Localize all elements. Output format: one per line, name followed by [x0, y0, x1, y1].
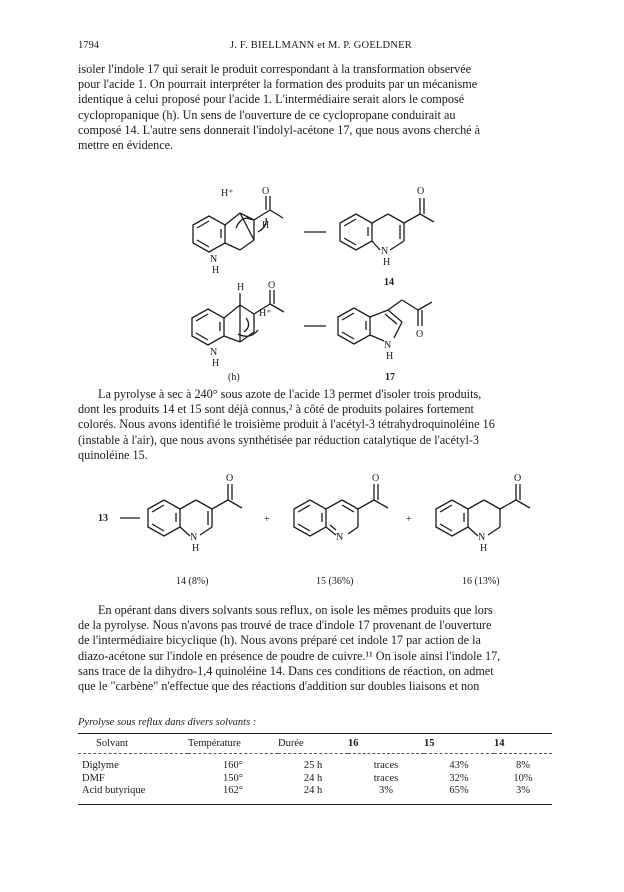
- text-line: En opérant dans divers solvants sous reflux, on isole les mêmes produits que lors: [98, 603, 493, 617]
- text-line: de la pyrolyse. Nous n'avons pas trouvé de trace d'indole 17 provenant de l'ouverture: [78, 618, 492, 633]
- nh-hydrogen-label: H: [386, 351, 394, 362]
- structure-15-product: [294, 484, 388, 536]
- text-line: quinoléine 15.: [78, 447, 148, 462]
- text-line: que le "carbène" n'effectue que des réactions d'addition sur doubles liaisons et non: [78, 679, 480, 694]
- table-cell: 3%: [494, 785, 552, 804]
- nh-hydrogen-label: H: [212, 265, 220, 276]
- running-header-authors: J. F. BIELLMANN et M. P. GOELDNER: [230, 40, 412, 51]
- nitrogen-label: N: [384, 340, 392, 351]
- table-cell: 65%: [424, 785, 494, 804]
- yield-label-16: 16 (13%): [462, 576, 500, 587]
- nitrogen-label: N: [190, 532, 198, 543]
- text-line: identique à celui proposé pour l'acide 1. L'intermédiaire serait alors le composé: [78, 92, 465, 107]
- nitrogen-label: N: [210, 347, 218, 358]
- table-cell: 24 h: [303, 772, 323, 784]
- yield-label-14: 14 (8%): [176, 576, 209, 587]
- paragraph-3: [78, 603, 552, 694]
- column-header: 16: [348, 734, 424, 754]
- table-cell: DMF: [82, 772, 105, 784]
- table-cell: 10%: [513, 772, 533, 784]
- table-cell: 150°: [223, 772, 243, 784]
- table-cell: 160°: [223, 760, 243, 771]
- structure-14: [340, 198, 434, 250]
- oxygen-label: O: [262, 186, 270, 197]
- oxygen-label: O: [514, 473, 522, 484]
- text-line: isoler l'indole 17 qui serait le produit correspondant à la transformation observée: [78, 62, 472, 76]
- text-line: de l'intermédiaire bicyclique (h). Nous avons préparé cet indole 17 par action de la: [78, 633, 481, 648]
- plus-sign: +: [264, 514, 270, 525]
- table-cell: Acid butyrique: [78, 785, 188, 804]
- table-cell: 162°: [188, 785, 278, 804]
- structure-intermediate-top: [193, 196, 283, 252]
- text-line: colorés. Nous avons identifié le troisième produit à l'acétyl-3 tétrahydroquinoléine 16: [78, 417, 495, 432]
- text-line: pour l'acide 1. On pourrait interpréter la formation des produits par un mécanisme: [78, 77, 478, 92]
- text-line: La pyrolyse à sec à 240° sous azote de l'acide 13 permet d'isoler trois produits,: [98, 387, 482, 401]
- column-header: 15: [424, 734, 494, 754]
- h-plus-label: H⁺: [221, 188, 234, 199]
- text-line: (instable à l'air), que nous avons synthétisée par réduction catalytique de l'acétyl-3: [78, 432, 480, 447]
- table-cell: 8%: [516, 760, 530, 771]
- structure-16-product: [436, 484, 530, 536]
- text-line: diazo-acétone sur l'indole en présence de poudre de cuivre.¹¹ On isole ainsi l'indole 17,: [78, 648, 501, 663]
- nitrogen-label: N: [210, 254, 218, 265]
- column-header: Durée: [278, 734, 348, 754]
- nh-hydrogen-label: H: [383, 257, 391, 268]
- table-row: [78, 754, 552, 773]
- table-cell: traces: [373, 772, 399, 784]
- compound-number-17: 17: [385, 372, 395, 383]
- text-line: composé 14. L'autre sens donnerait l'indolyl-acétone 17, que nous avons cherché à: [78, 122, 481, 137]
- oxygen-label: O: [226, 473, 234, 484]
- yield-label-15: 15 (36%): [316, 576, 354, 587]
- hydrogen-label: H: [237, 282, 245, 293]
- table-cell: Diglyme: [82, 760, 119, 771]
- column-header: 14: [494, 734, 552, 754]
- oxygen-label: O: [416, 329, 424, 340]
- label-h: (h): [228, 372, 240, 383]
- nitrogen-label: N: [336, 532, 344, 543]
- nh-hydrogen-label: H: [212, 358, 220, 369]
- compound-number-13: 13: [98, 513, 108, 524]
- table-cell: 3%: [348, 785, 424, 804]
- oxygen-label: O: [268, 280, 276, 291]
- results-table: [78, 733, 552, 805]
- oxygen-label: O: [417, 186, 425, 197]
- compound-number-14: 14: [384, 277, 394, 288]
- text-line: dont les produits 14 et 15 sont déjà connus,² à côté de produits polaires fortement: [78, 402, 474, 417]
- table-row: [78, 785, 552, 804]
- plus-sign: +: [406, 514, 412, 525]
- table-caption: Pyrolyse sous reflux dans divers solvants :: [78, 717, 257, 728]
- h-plus-label: H⁺: [259, 308, 272, 319]
- table-row: [78, 773, 552, 786]
- structure-14-product: [148, 484, 242, 536]
- oxygen-label: O: [372, 473, 380, 484]
- text-line: mettre en évidence.: [78, 138, 174, 153]
- page-number: 1794: [78, 40, 99, 51]
- table-cell: 24 h: [278, 785, 348, 804]
- nitrogen-label: N: [381, 246, 389, 257]
- table-cell: traces: [373, 760, 399, 771]
- table-cell: 43%: [449, 760, 469, 771]
- paragraph-2: [78, 387, 552, 463]
- column-header: Température: [188, 734, 278, 754]
- nh-hydrogen-label: H: [480, 543, 488, 554]
- table-cell: 25 h: [303, 760, 323, 771]
- text-line: sans trace de la dihydro-1,4 quinoléine 14. Dans ces conditions de réaction, on admet: [78, 663, 494, 678]
- nh-hydrogen-label: H: [192, 543, 200, 554]
- nitrogen-label: N: [478, 532, 486, 543]
- text-line: cyclopropanique (h). Un sens de l'ouverture de ce cyclopropane conduirait au: [78, 107, 456, 122]
- hydrogen-label: H: [262, 220, 270, 231]
- column-header: Solvant: [78, 734, 188, 754]
- table-cell: 32%: [449, 772, 469, 784]
- table-header-row: [78, 734, 552, 754]
